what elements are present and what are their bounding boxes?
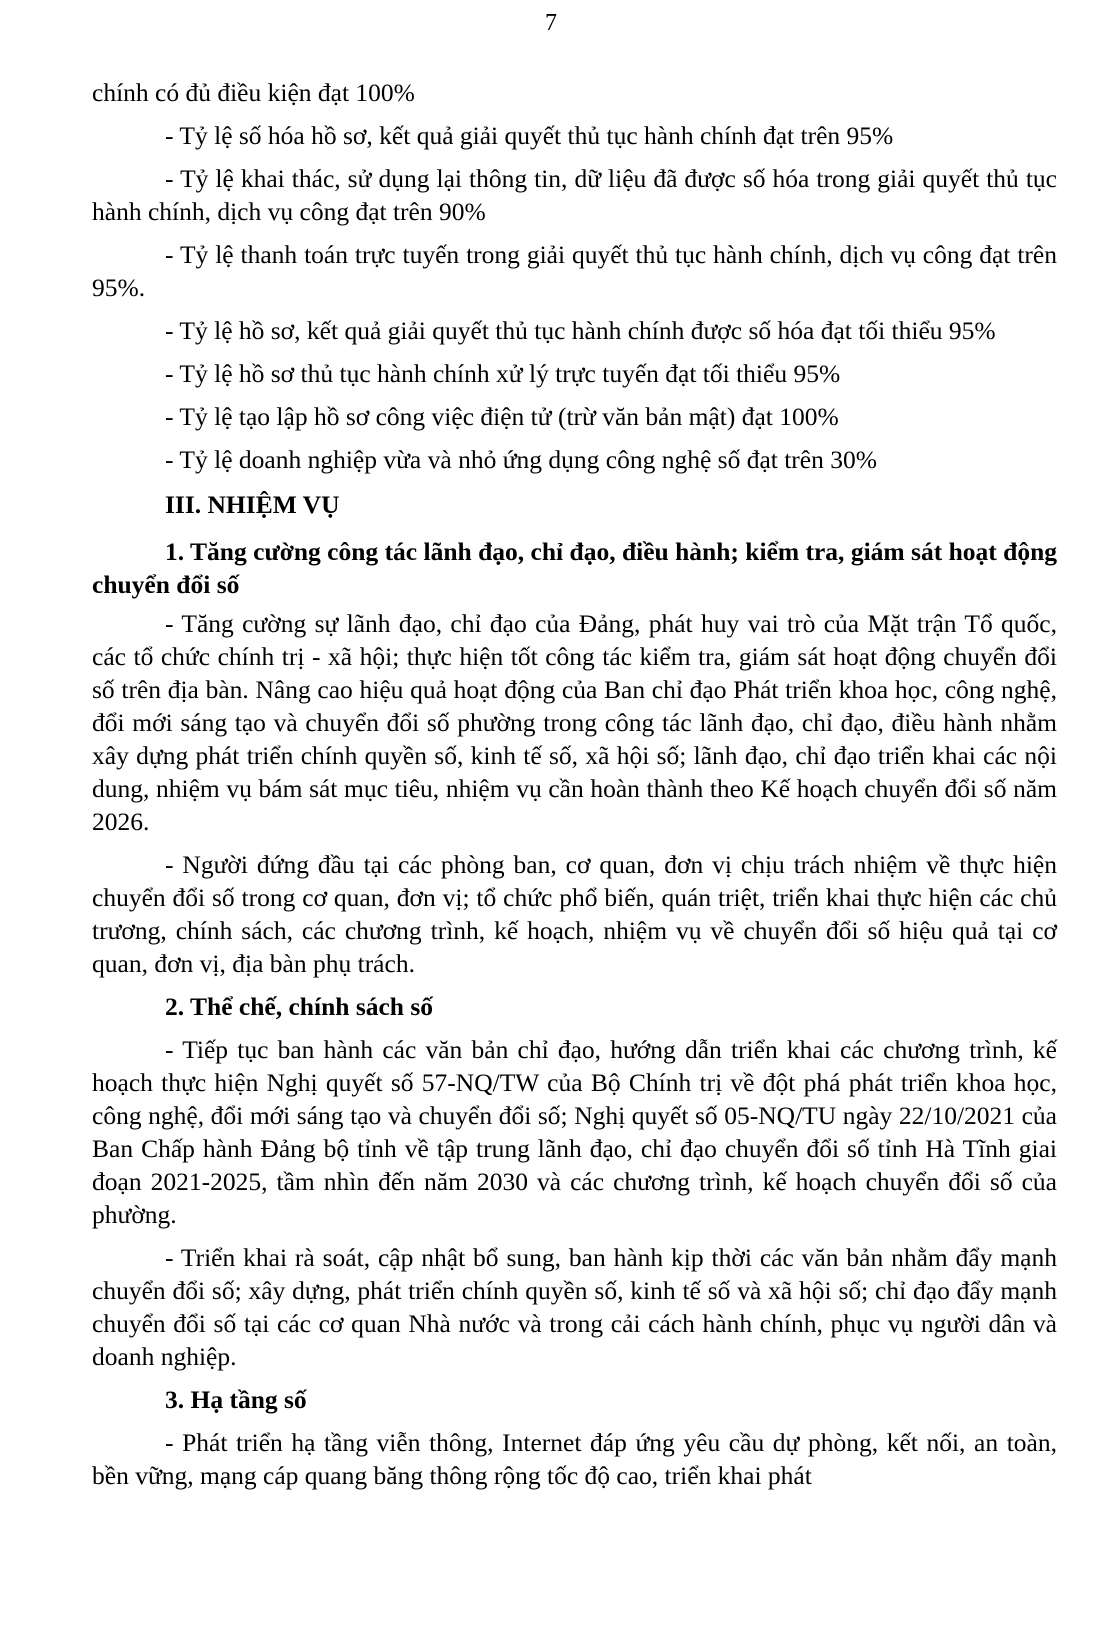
- paragraph-leadership-1: - Tăng cường sự lãnh đạo, chỉ đạo của Đảng, phát huy vai trò của Mặt trận Tổ quốc, các tổ chức chính trị - xã hội; thực hiện tốt công tác kiểm tra, giám sát hoạt động chuyển đổi số trên địa bàn. Nâng cao hiệu quả hoạt động của Ban chỉ đạo Phát triển khoa học, công nghệ, đổi mới sáng tạo và chuyển đổi số phường trong công tác lãnh đạo, chỉ đạo, điều hành nhằm xây dựng phát triển chính quyền số, kinh tế số, xã hội số; lãnh đạo, chỉ đạo triển khai các nội dung, nhiệm vụ bám sát mục tiêu, nhiệm vụ cần hoàn thành theo Kế hoạch chuyển đổi số năm 2026.: [92, 609, 1057, 836]
- target-item-online-processing: - Tỷ lệ hồ sơ thủ tục hành chính xử lý trực tuyến đạt tối thiểu 95%: [165, 359, 841, 388]
- subsection-heading-leadership: 1. Tăng cường công tác lãnh đạo, chỉ đạo, điều hành; kiểm tra, giám sát hoạt động chuyển đổi số: [92, 537, 1057, 599]
- paragraph-policy-2: - Triển khai rà soát, cập nhật bổ sung, ban hành kịp thời các văn bản nhằm đẩy mạnh chuyển đổi số; xây dựng, phát triển chính quyền số, kinh tế số và xã hội số; chỉ đạo đẩy mạnh chuyển đổi số tại các cơ quan Nhà nước và trong cải cách hành chính, phục vụ người dân và doanh nghiệp.: [92, 1243, 1057, 1371]
- paragraph-infrastructure-1: - Phát triển hạ tầng viễn thông, Internet đáp ứng yêu cầu dự phòng, kết nối, an toàn, bền vững, mạng cáp quang băng thông rộng tốc độ cao, triển khai phát: [92, 1428, 1057, 1490]
- target-item-records-digitized-min: - Tỷ lệ hồ sơ, kết quả giải quyết thủ tục hành chính được số hóa đạt tối thiểu 95%: [165, 316, 996, 345]
- subsection-heading-policy: 2. Thể chế, chính sách số: [165, 992, 434, 1021]
- section-heading-tasks: III. NHIỆM VỤ: [165, 490, 340, 519]
- subsection-heading-infrastructure: 3. Hạ tầng số: [165, 1385, 307, 1414]
- page-number: 7: [545, 10, 557, 36]
- continuation-line: chính có đủ điều kiện đạt 100%: [92, 78, 415, 107]
- target-item-sme-digital-tech: - Tỷ lệ doanh nghiệp vừa và nhỏ ứng dụng công nghệ số đạt trên 30%: [165, 445, 877, 474]
- document-body: [92, 76, 1057, 1492]
- target-item-electronic-work-files: - Tỷ lệ tạo lập hồ sơ công việc điện tử (trừ văn bản mật) đạt 100%: [165, 402, 839, 431]
- paragraph-policy-1: - Tiếp tục ban hành các văn bản chỉ đạo, hướng dẫn triển khai các chương trình, kế hoạch thực hiện Nghị quyết số 57-NQ/TW của Bộ Chính trị về đột phá phát triển khoa học, công nghệ, đổi mới sáng tạo và chuyển đổi số; Nghị quyết số 05-NQ/TU ngày 22/10/2021 của Ban Chấp hành Đảng bộ tỉnh về tập trung lãnh đạo, chỉ đạo chuyển đổi số tỉnh Hà Tĩnh giai đoạn 2021-2025, tầm nhìn đến năm 2030 và các chương trình, kế hoạch chuyển đổi số của phường.: [92, 1035, 1057, 1229]
- target-item-digitized-records: - Tỷ lệ số hóa hồ sơ, kết quả giải quyết thủ tục hành chính đạt trên 95%: [165, 121, 894, 150]
- target-item-online-payment: - Tỷ lệ thanh toán trực tuyến trong giải quyết thủ tục hành chính, dịch vụ công đạt trên 95%.: [92, 240, 1057, 302]
- target-item-data-reuse: - Tỷ lệ khai thác, sử dụng lại thông tin, dữ liệu đã được số hóa trong giải quyết thủ tục hành chính, dịch vụ công đạt trên 90%: [92, 164, 1057, 226]
- paragraph-leadership-2: - Người đứng đầu tại các phòng ban, cơ quan, đơn vị chịu trách nhiệm về thực hiện chuyển đổi số trong cơ quan, đơn vị; tổ chức phổ biến, quán triệt, triển khai thực hiện các chủ trương, chính sách, các chương trình, kế hoạch, nhiệm vụ về chuyển đổi số hiệu quả tại cơ quan, đơn vị, địa bàn phụ trách.: [92, 850, 1057, 978]
